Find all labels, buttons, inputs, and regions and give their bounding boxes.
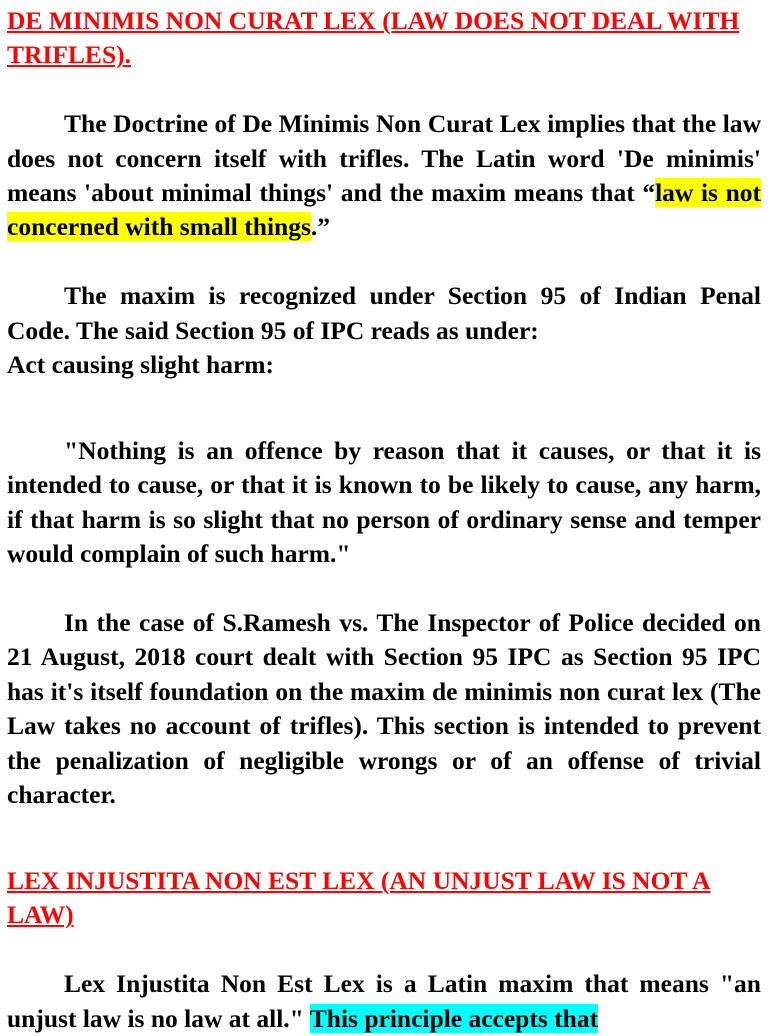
quoted-provision: "Nothing is an offence by reason that it causes, or that it is intended to cause, or that it is known to be likely to cause, any harm, if that harm is so slight that no person of ordinary sense and temper would complain of such harm." bbox=[7, 436, 761, 569]
paragraph-doctrine-end: .” bbox=[310, 212, 331, 242]
section-heading-de-minimis: DE MINIMIS NON CURAT LEX (LAW DOES NOT DEAL WITH TRIFLES). bbox=[7, 6, 740, 70]
spacer bbox=[7, 572, 761, 606]
act-title: Act causing slight harm: bbox=[7, 350, 275, 380]
spacer bbox=[7, 933, 761, 967]
spacer bbox=[7, 382, 761, 434]
document-page bbox=[7, 4, 761, 1036]
spacer bbox=[7, 245, 761, 279]
paragraph-lex-injustita bbox=[7, 967, 761, 1036]
spacer bbox=[7, 73, 761, 107]
paragraph-doctrine bbox=[7, 107, 761, 245]
paragraph-lex-injustita-text: Lex Injustita Non Est Lex is a Latin maxim that means "an unjust law is no law at all." bbox=[7, 969, 761, 1033]
highlighted-phrase-cyan: This principle accepts that bbox=[309, 1003, 599, 1033]
spacer bbox=[7, 812, 761, 864]
paragraph-doctrine-text: The Doctrine of De Minimis Non Curat Lex implies that the law does not concern itself with trifles. The Latin word 'De minimis' means 'about minimal things' and the maxim means that “ bbox=[7, 109, 761, 208]
paragraph-case-law: In the case of S.Ramesh vs. The Inspector of Police decided on 21 August, 2018 court dealt with Section 95 IPC as Section 95 IPC has it's itself foundation on the maxim de minimis non curat lex (The Law takes no account of trifles). This section is intended to prevent the penalization of negligible wrongs or of an offense of trivial character. bbox=[7, 608, 761, 810]
paragraph-section-95: The maxim is recognized under Section 95 of Indian Penal Code. The said Section 95 of IPC reads as under: bbox=[7, 281, 761, 345]
highlighted-phrase: law is not concerned with small things bbox=[7, 178, 762, 242]
section-heading-lex-injustita: LEX INJUSTITA NON EST LEX (AN UNJUST LAW IS NOT A LAW) bbox=[7, 866, 711, 930]
